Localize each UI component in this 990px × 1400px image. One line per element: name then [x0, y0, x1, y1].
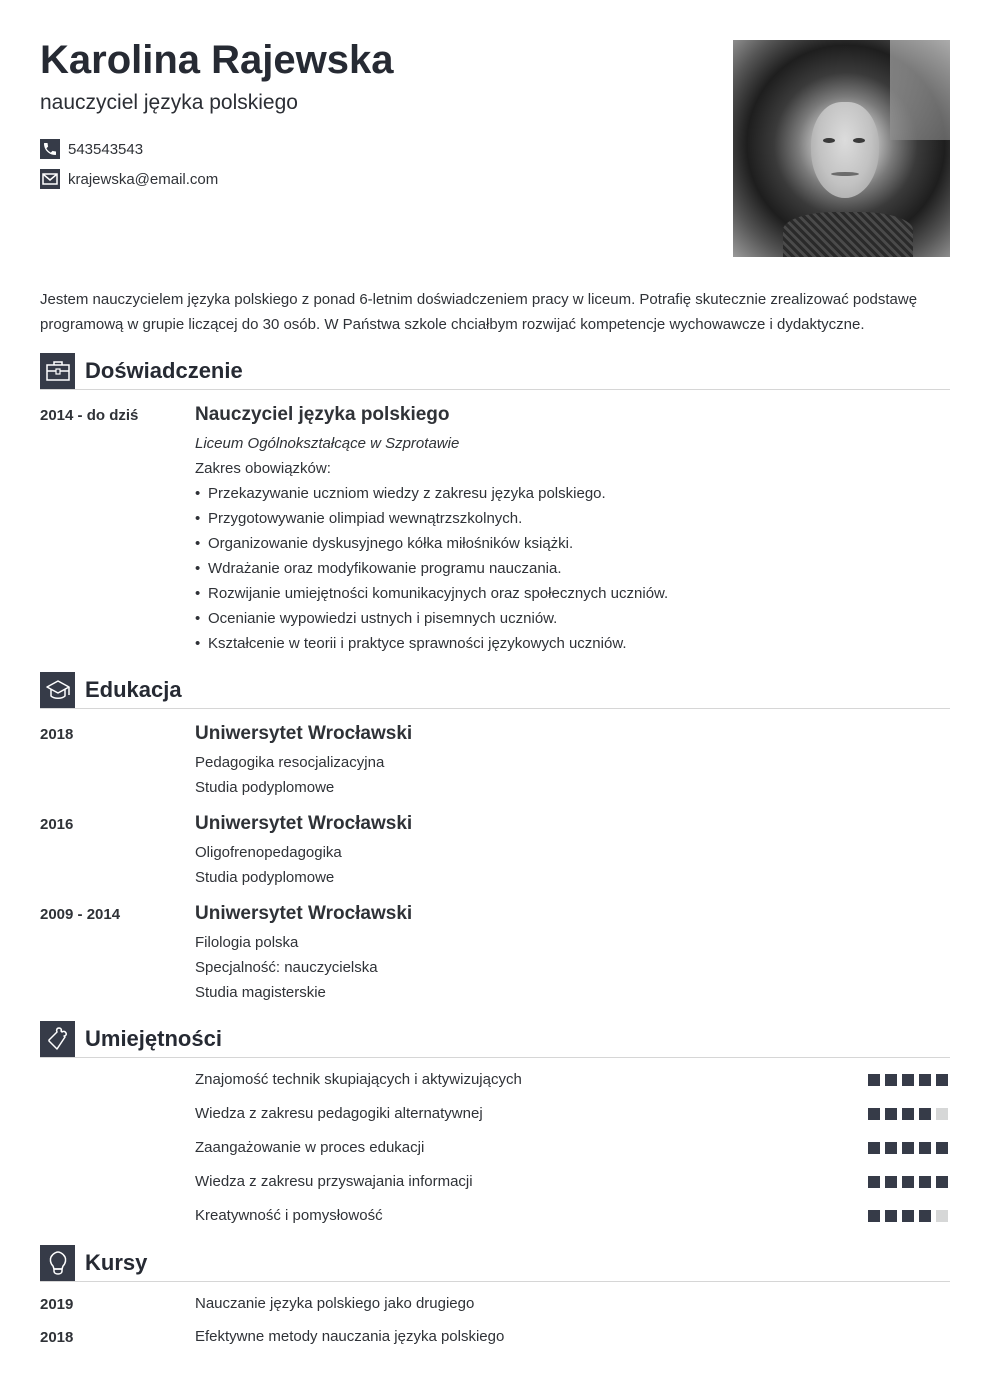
- education-detail: Pedagogika resocjalizacyjna: [195, 754, 385, 771]
- course-date: 2018: [40, 1329, 74, 1346]
- skill-level-4: [868, 1210, 948, 1222]
- experience-company: Liceum Ogólnokształcące w Szprotawie: [195, 435, 460, 452]
- skill-name: Kreatywność i pomysłowość: [195, 1207, 383, 1224]
- duty-item: • Kształcenie w teorii i praktyce sprawności językowych uczniów.: [195, 635, 627, 652]
- contact-email: [40, 169, 218, 189]
- duty-item: • Przygotowywanie olimpiad wewnątrzszkolnych.: [195, 510, 522, 527]
- course-name: Efektywne metody nauczania języka polskiego: [195, 1328, 505, 1345]
- course-date: 2019: [40, 1296, 74, 1313]
- duty-item: • Organizowanie dyskusyjnego kółka miłośników książki.: [195, 535, 573, 552]
- duty-item: • Ocenianie wypowiedzi ustnych i pisemnych uczniów.: [195, 610, 557, 627]
- experience-date: 2014 - do dziś: [40, 407, 139, 424]
- phone-icon: [40, 139, 60, 159]
- briefcase-icon: [40, 353, 75, 389]
- duty-item: • Wdrażanie oraz modyfikowanie programu nauczania.: [195, 560, 562, 577]
- education-date: 2016: [40, 816, 74, 833]
- job-title: nauczyciel języka polskiego: [40, 91, 298, 114]
- education-detail: Studia podyplomowe: [195, 869, 335, 886]
- section-title: Kursy: [85, 1250, 148, 1275]
- education-detail: Studia magisterskie: [195, 984, 326, 1001]
- experience-position: Nauczyciel języka polskiego: [195, 404, 450, 425]
- section-title: Edukacja: [85, 677, 182, 702]
- lightbulb-icon: [40, 1245, 75, 1281]
- section-title: Umiejętności: [85, 1026, 222, 1051]
- profile-summary: Jestem nauczycielem języka polskiego z ponad 6-letnim doświadczeniem pracy w liceum. Potrafię skutecznie zrealizować podstawę programową w grupie liczącej do 30 osób. W Państwa szkole chciałbym rozwijać kompetencje wychowawcze i dydaktyczne.: [40, 291, 918, 333]
- education-detail: Oligofrenopedagogika: [195, 844, 342, 861]
- graduation-cap-icon: [40, 672, 75, 708]
- education-date: 2009 - 2014: [40, 906, 121, 923]
- education-date: 2018: [40, 726, 74, 743]
- email-address: krajewska@email.com: [68, 170, 219, 188]
- section-courses-header: [40, 1245, 950, 1282]
- section-skills-header: [40, 1021, 950, 1058]
- skill-name: Znajomość technik skupiających i aktywizujących: [195, 1071, 522, 1088]
- education-school: Uniwersytet Wrocławski: [195, 723, 413, 744]
- duty-item: • Przekazywanie uczniom wiedzy z zakresu języka polskiego.: [195, 485, 606, 502]
- skill-name: Wiedza z zakresu przyswajania informacji: [195, 1173, 473, 1190]
- education-school: Uniwersytet Wrocławski: [195, 813, 413, 834]
- profile-photo: [733, 40, 950, 257]
- puzzle-icon: [40, 1021, 75, 1057]
- section-education-header: [40, 672, 950, 709]
- course-name: Nauczanie języka polskiego jako drugiego: [195, 1295, 475, 1312]
- education-detail: Specjalność: nauczycielska: [195, 959, 378, 976]
- skill-level-5: [868, 1074, 948, 1086]
- education-detail: Filologia polska: [195, 934, 299, 951]
- skill-name: Zaangażowanie w proces edukacji: [195, 1139, 425, 1156]
- section-title: Doświadczenie: [85, 358, 243, 383]
- skill-level-5: [868, 1142, 948, 1154]
- phone-number: 543543543: [68, 140, 144, 158]
- education-detail: Studia podyplomowe: [195, 779, 335, 796]
- skill-name: Wiedza z zakresu pedagogiki alternatywnej: [195, 1105, 483, 1122]
- duty-item: • Rozwijanie umiejętności komunikacyjnych oraz społecznych uczniów.: [195, 585, 668, 602]
- skill-level-4: [868, 1108, 948, 1120]
- skill-level-5: [868, 1176, 948, 1188]
- education-school: Uniwersytet Wrocławski: [195, 903, 413, 924]
- section-experience-header: [40, 353, 950, 390]
- envelope-icon: [40, 169, 60, 189]
- duties-label: Zakres obowiązków:: [195, 460, 331, 477]
- candidate-name: Karolina Rajewska: [40, 38, 394, 82]
- contact-phone: [40, 139, 143, 159]
